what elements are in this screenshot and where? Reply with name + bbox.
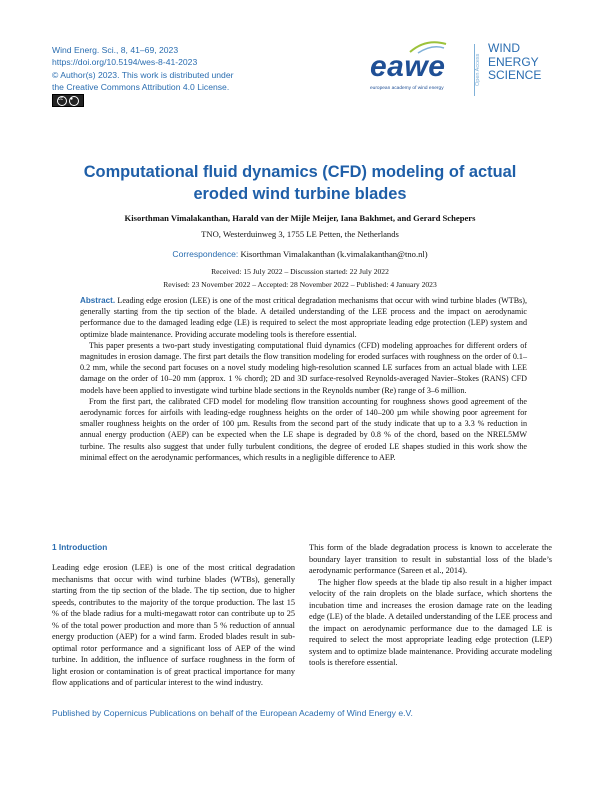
by-icon: ●	[69, 96, 79, 106]
journal-name-line: ENERGY	[488, 54, 539, 69]
body-paragraph: This form of the blade degradation process is known to accelerate the boundary layer transition to result in substantial loss of the blade’s aerodynamic performance (Sareen et al., 2014).	[309, 543, 552, 575]
dates-received: Received: 15 July 2022 – Discussion started: 22 July 2022	[211, 267, 389, 276]
intro-left-column	[52, 562, 295, 689]
correspondence	[40, 249, 560, 259]
license-link[interactable]: the Creative Commons Attribution 4.0 License.	[52, 82, 230, 93]
open-access-label: Open Access	[475, 53, 481, 87]
eawe-logo-subtext: european academy of wind energy	[370, 86, 444, 91]
affiliation: TNO, Westerduinweg 3, 1755 LE Petten, the Netherlands	[201, 229, 399, 239]
body-paragraph: The higher flow speeds at the blade tip also result in a higher impact velocity of the rain droplets on the blade surface, which shortens the incubation time and increases the erosion damage rate on the leading edge (LE) of the blade. A detailed understanding of the LEE process and the impact on aerodynamic performance due to the damaged LE is required to select the most appropriate leading edge protection (LEP) system and to optimize blade maintenance. Providing accurate modeling tools is therefore essential.	[309, 577, 552, 667]
eawe-logo-text: eawe	[370, 50, 446, 83]
citation-block	[52, 44, 233, 94]
author-list: Kisorthman Vimalakanthan, Harald van der Mijle Meijer, Iana Bakhmet, and Gerard Schepers	[124, 213, 476, 223]
article-title	[60, 162, 540, 205]
title-line: eroded wind turbine blades	[193, 184, 407, 203]
title-line: Computational fluid dynamics (CFD) modeling of actual	[83, 163, 517, 181]
abstract	[80, 295, 527, 463]
abstract-label: Abstract.	[80, 296, 116, 305]
abstract-paragraph: This paper presents a two-part study investigating computational fluid dynamics (CFD) modeling approaches for different orders of magnitudes in erosion damage. The first part details the flow transition modeling for eroded surfaces with roughness on the order of 0.1–0.2 mm, while the second part focuses on a novel study modeling high-resolution scanned LE surfaces from an actual blade with LEE damage on the order of 10–20 mm (approx. 1 % chord); 2D and 3D surface-resolved Reynolds-averaged Navier–Stokes (RANS) CFD models have been applied to investigate wind turbine blade sections in the Reynolds number (Re) range of 3–6 million.	[80, 340, 527, 395]
dates-published: Revised: 23 November 2022 – Accepted: 28 November 2022 – Published: 4 January 2023	[163, 279, 437, 289]
cc-icon: cc	[57, 96, 67, 106]
body-paragraph: Leading edge erosion (LEE) is one of the most critical degradation mechanisms that occur with wind turbine blades (WTBs), generally starting from the tip section of the blade. The tip section, due to higher speeds, contributes to the majority of the torque production. The last 15 % of the blade radius for a multi-megawatt rotor can contribute up to 25 % of the total power production and more than 5 % reduction of annual energy production (AEP) for a wind farm. Eroded blades result in sub-optimal rotor performance and a significant loss of AEP of the wind turbine. In addition, the influence of surface roughness in the form of light erosion or contamination is of great practical importance for many flow applications and of particular interest to the wind industry.	[52, 563, 295, 687]
correspondence-label: Correspondence:	[172, 249, 239, 259]
journal-name-line: WIND	[488, 41, 520, 55]
doi-link[interactable]: https://doi.org/10.5194/wes-8-41-2023	[52, 57, 198, 68]
correspondence-text[interactable]: Kisorthman Vimalakanthan (k.vimalakanthan@tno.nl)	[240, 249, 428, 259]
abstract-text: Leading edge erosion (LEE) is one of the most critical degradation mechanisms that occur with wind turbine blades (WTBs), generally starting from the tip section of the blade. A detailed understanding of the LEE process and the impact on aerodynamic performance due to the damaged leading edge (LE) is required to select the most appropriate leading edge protection (LEP) system and optimize blade maintenance. Providing accurate modeling tools is therefore essential.	[80, 296, 527, 339]
eawe-logo	[370, 38, 550, 98]
publication-dates	[40, 266, 560, 291]
section-heading-introduction: 1 Introduction	[52, 542, 108, 552]
abstract-paragraph: From the first part, the calibrated CFD model for modeling flow transition accounting for roughness shows good agreement of the aerodynamic forces for airfoils with leading-edge roughness heights on the order of 140–200 µm while showing poor agreement for smaller roughness heights on the order of 100 µm. Results from the second part of the study indicate that up to a 3.3 % reduction in annual energy production (AEP) can be expected when the LE shape is degraded by 0.8 % of the chord, based on the NREL5MW turbine. The results also suggest that under fully turbulent conditions, the degree of eroded LE shapes studied in this work show the minimal effect on the aerodynamic performances, which results in a negligible difference to AEP.	[80, 396, 527, 462]
intro-right-column	[309, 542, 552, 669]
abstract-paragraph	[80, 295, 527, 340]
journal-name[interactable]	[488, 42, 541, 83]
cc-license-badge[interactable]	[52, 94, 84, 107]
journal-citation: Wind Energ. Sci., 8, 41–69, 2023	[52, 45, 179, 55]
journal-name-line: SCIENCE	[488, 68, 542, 82]
copyright-notice: © Author(s) 2023. This work is distributed under	[52, 69, 234, 80]
publisher-footer: Published by Copernicus Publications on behalf of the European Academy of Wind Energy e.V.	[52, 708, 413, 718]
wind-swoosh-icon	[408, 40, 448, 54]
